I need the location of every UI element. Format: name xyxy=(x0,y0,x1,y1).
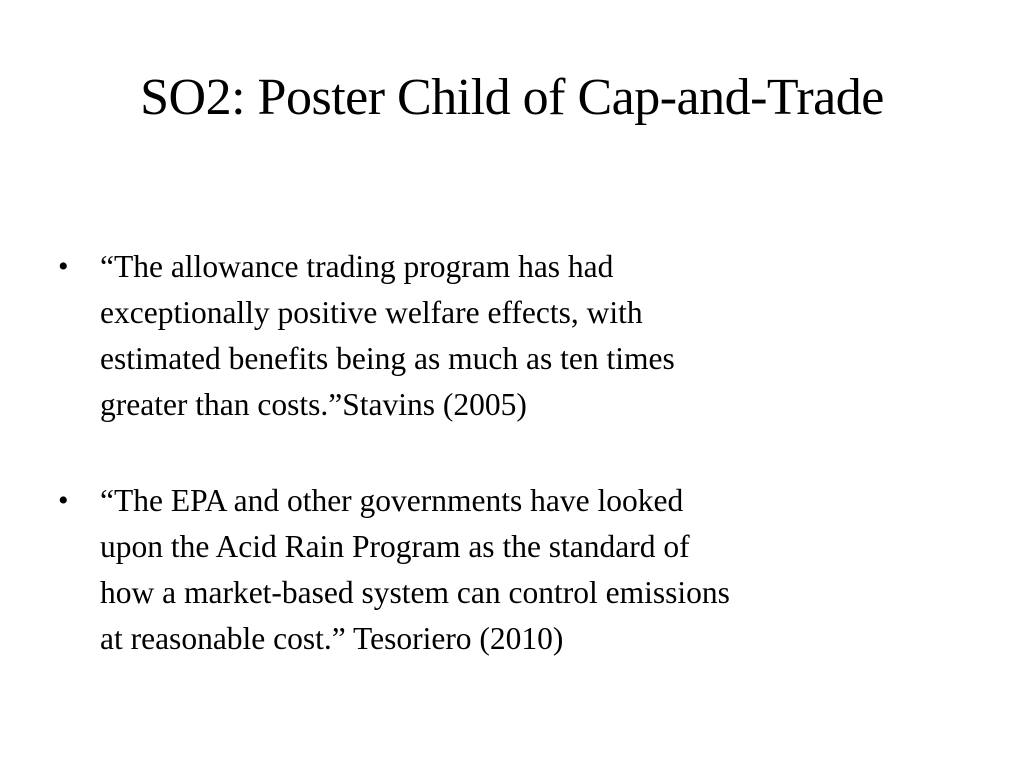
bullet-text xyxy=(100,478,958,662)
bullet-line: at reasonable cost.” Tesoriero (2010) xyxy=(100,621,564,656)
bullet-line: estimated benefits being as much as ten times xyxy=(100,341,675,376)
bullet-list xyxy=(58,244,958,712)
bullet-line: greater than costs.”Stavins (2005) xyxy=(100,387,527,422)
bullet-icon: • xyxy=(58,484,69,517)
bullet-icon: • xyxy=(58,250,69,283)
bullet-line: “The EPA and other governments have looked xyxy=(100,483,684,518)
bullet-line: exceptionally positive welfare effects, with xyxy=(100,295,643,330)
bullet-item-stavins xyxy=(58,244,958,428)
bullet-item-tesoriero xyxy=(58,478,958,662)
bullet-line: upon the Acid Rain Program as the standard of xyxy=(100,529,690,564)
bullet-text xyxy=(100,244,958,428)
bullet-line: how a market-based system can control emissions xyxy=(100,575,730,610)
slide-title: SO2: Poster Child of Cap-and-Trade xyxy=(140,69,884,126)
bullet-line: “The allowance trading program has had xyxy=(100,249,614,284)
